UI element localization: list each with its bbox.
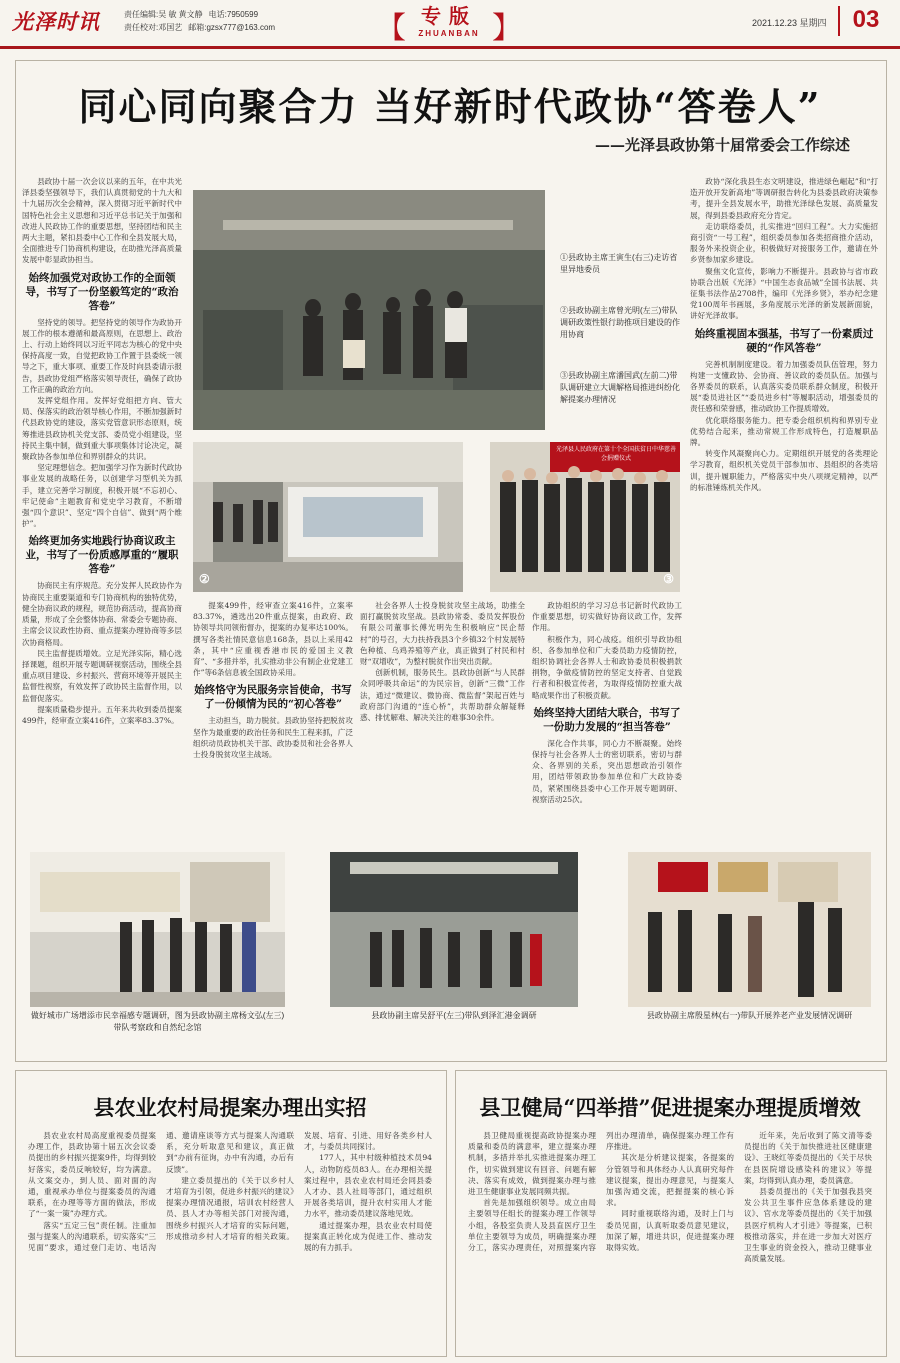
article-paragraph: 发挥党组作用。发挥好党组把方向、管大局、保落实的政治领导核心作用，不断加强新时代县政协党的建设，落实党管意识形态原则，统筹推进县政协机关党支部、委员党小组建设，坚持民主集中制，做到重大事项集体讨论决定，凝聚政协各参加单位和界别群众的共识。 (22, 396, 182, 462)
masthead (0, 0, 900, 49)
photo-b3-image (628, 852, 871, 1007)
article-paragraph: 提案质量稳步提升。五年来共收到委员提案499件，经审查立案416件，立案率83.37%。 (22, 704, 182, 725)
article-paragraph: 主动担当，助力脱贫。县政协坚持把脱贫攻坚作为最重要的政治任务和民生工程来抓，广泛组织动员政协机关干部、政协委员和社会各界人士投身脱贫攻坚主战场。 (193, 716, 353, 760)
section-heading: 始终加强党对政协工作的全面领导，书写了一份坚毅笃定的“政治答卷” (25, 271, 179, 312)
article-column-2 (193, 600, 353, 836)
photo-b2 (330, 852, 578, 1007)
article-paragraph: 转变作风凝聚向心力。定期组织开展党的各类理论学习教育，组织机关党员干部参加市、县组织的各类培训，提升履职能力，严格落实中央八项规定精神，以严的标准锤炼机关作风。 (690, 449, 878, 492)
article-subhead: ——光泽县政协第十届常委会工作综述 (594, 136, 850, 154)
caption-b1: 做好城市广场增添市民幸福感专题调研，图为县政协副主席杨文弘(左三)带队考察政和自然纪念馆 (30, 1011, 285, 1032)
article-paragraph: 提案499件，经审查立案416件，立案率83.37%，遴选出20件重点提案，由政府、政协领导共同领衔督办，提案的办复率达100%。撰写各类社情民意信息168条，县以上采用42条，其中“应重视香港市民的爱国主义教育”、“多措并举，扎实推动非公有制企业党建工作”等6条信息被全国政协采用。 (193, 601, 353, 678)
article-paragraph: 完善机制制度建设。着力加强委员队伍管理，努力构建一支懂政协、会协商、善议政的委员队伍。加强与各界委员的联系，认真落实委员联系群众制度，积极开展“委员进社区”“委员进乡村”等履职活动，增强委员的责任感和荣誉感，推动政协工作提质增效。 (690, 359, 878, 414)
section-en: ZHUANBAN (418, 29, 480, 38)
proof-line: 责任校对:邓国艺 (124, 23, 183, 32)
issue-date: 2021.12.23 星期四 (752, 18, 827, 28)
photo-3-image (490, 442, 680, 592)
article-paragraph: 政协“深化我县生态文明建设，推进绿色崛起”和“打造开放开发新高地”等调研报告转化为县委县政府决策参考，提升全县发展水平，助推光泽绿色发展、高质量发展，得到县委县政府充分肯定。 (690, 177, 878, 220)
photo-1 (193, 190, 545, 430)
box-paragraph: 177人，其中村级种植技术员94人，动物防疫员83人。在办理相关提案过程中，县农业农村局还会同县委人才办、县人社局等部门，通过组织开展各类培训，提升农村实用人才能力水平，推动委员建议落地见效。 (304, 1153, 432, 1219)
article-paragraph: 政协组织的学习习总书记新时代政协工作重要思想，切实做好协商议政工作，发挥作用。 (532, 601, 682, 633)
page-number: 03 (838, 6, 892, 36)
photo-b1 (30, 852, 285, 1007)
article-paragraph: 民主监督提质增效。立足光泽实际，精心选择课题，组织开展专题调研视察活动，围绕全县重点项目建设、乡村振兴、营商环境等开展民主监督性视察，有效发挥了政协民主监督作用，以监督促落实。 (22, 648, 182, 703)
box-paragraph: 县农业农村局高度重视委员提案办理工作，县政协第十届五次会议委员提出的乡村振兴提案9件，均得到较好落实，委员反响较好，均为满意。从文案交办，到人员、面对面的沟通，重视承办单位与提案委员的沟通联系，在办理等等方面的做法，形成了“一案一策”办理方式。 (28, 1131, 156, 1219)
article-headline: 同心同向聚合力 当好新时代政协“答卷人” (78, 84, 822, 129)
article-paragraph: 聚焦文化宣传，影响力不断提升。县政协与省市政协联合出版《光泽》“中国生态食品城”全国书法展、共征集书法作品2708件，编印《光泽乡贤》，举办纪念建党100周年书画展，多角度展示光泽的新发展新面貌，讲好光泽故事。 (690, 266, 878, 321)
caption-2: ②县政协副主席曾光明(左三)带队调研政策性银行助推项目建设的作用协商 (560, 306, 680, 339)
article-paragraph: 创新机制，服务民生。县政协创新“与人民群众同呼吸共命运”的为民宗旨，创新“三微”工作法，通过“微建议、微协商、微监督”架起百姓与政府部门沟通的“连心桥”，共帮助群众解疑释惑、排忧解难、解决关注的难事30余件。 (360, 668, 525, 723)
photo-2-image (193, 442, 463, 592)
caption-3: ③县政协副主席潘国武(左前二)带队调研建立大调解格局推进纠纷化解提案办理情况 (560, 371, 680, 404)
box-paragraph: 建立委员提出的《关于以乡村人才培育为引领，促进乡村振兴的建议》提案办理情况通报，培训农村经营人员、县人才办等相关部门对接沟通，围绕乡村振兴人才培育的实际问题，形成推动乡村人才培育的相关政策。发展、培育、引进、用好各类乡村人才，与委员共同探讨。 (166, 1131, 432, 1241)
photo-2 (193, 442, 463, 592)
phone-line: 电话:7950599 (208, 10, 259, 19)
article-column-4 (532, 600, 682, 836)
box-paragraph: 县委员提出的《关于加强我县突发公共卫生事件应急体系建设的建议》、官水龙等委员提出的《关于加强县医疗机构人才引进》等提案，已积极推动落实，并在进一步加大对医疗卫生事业的资金投入，推动卫健事业高质量发展。 (744, 1187, 872, 1264)
photo-b3 (628, 852, 871, 1007)
section-heading: 始终重视固本强基，书写了一份素质过硬的“作风答卷” (694, 327, 874, 354)
section-label (364, 3, 534, 46)
caption-1: ①县政协主席王寅生(右三)走访省里异地委员 (560, 253, 678, 274)
box-health-body (468, 1130, 872, 1348)
box-paragraph: 同时重视联络沟通，及时上门与委员见面，认真听取委员意见建议，加深了解，增进共识，促进提案办理取得实效。 (606, 1209, 734, 1253)
paper-logo: 光泽时讯 (12, 9, 100, 34)
section-heading: 始终坚持大团结大联合，书写了一份助力发展的“担当答卷” (533, 706, 681, 733)
box-health-title: 县卫健局“四举措”促进提案办理提质增效 (479, 1095, 861, 1120)
box-agri-title: 县农业农村局提案办理出实招 (93, 1095, 367, 1120)
caption-b2: 县政协副主席吴舒平(左三)带队到泽汇港金调研 (371, 1011, 537, 1020)
email-line: 邮箱:gzsx777@163.com (188, 23, 276, 32)
section-heading: 始终更加务实地践行协商议政主业，书写了一份质感厚重的“履职答卷” (25, 535, 179, 576)
photo-1-image (193, 190, 545, 430)
article-column-1 (22, 176, 182, 836)
box-paragraph: 县卫健局重视提高政协提案办理质量和委员的满意率，建立提案办理机制，多措并举扎实推进提案办理工作，切实做到建议有回音、问题有解决、落实有成效，做到提案办理与推进卫生健康事业发展同频共振。 (468, 1131, 596, 1197)
article-paragraph: 优化联络服务能力。把专委会组织机构和界别专业优势结合起来，推动常规工作形成特色，打造履职品牌。 (690, 415, 878, 448)
article-paragraph: 协商民主有序规范。充分发挥人民政协作为协商民主重要渠道和专门协商机构的独特优势，健全协商议政的规程，规范协商活动，提高协商质量，形成了全会整体协商、常委会专题协商、主席会议议政性协商、重点提案办理协商等多层次协商格局。 (22, 581, 182, 647)
box-paragraph: 近年来，先后收到了陈文清等委员提出的《关于加快推进社区健康建设》、王晓红等委员提出的《关于尽快在县医院增设感染科的建议》等提案，均得到认真办理，委员满意。 (744, 1131, 872, 1185)
bracket-left-icon: 【 (376, 11, 406, 46)
box-paragraph: 其次是分析建议提案，各提案的分管领导和具体经办人认真研究每件建议提案，提出办理意见，与提案人加强沟通交流，把握提案的核心诉求。 (606, 1153, 734, 1208)
article-paragraph: 积极作为，同心战疫。组织引导政协组织、各参加单位和广大委员助力疫情防控，组织协调社会各界人士和政协委员积极捐款捐物，争做疫情防控的坚定支持者、自觉践行者和积极宣传者，为取得疫情防控重大战略成果作出了积极贡献。 (532, 634, 682, 700)
bracket-right-icon: 】 (492, 11, 522, 46)
article-paragraph: 社会各界人士投身脱贫攻坚主战场，助推全面打赢脱贫攻坚战。县政协常委、委员发挥股份有限公司董事长傅光明先生积极响应“民企帮村”的号召，大力扶持我县3个乡镇32个村发展特色种植、乌鸡养殖等产业，真正做到了村民和村财“双增收”，为整村脱贫作出突出贡献。 (360, 601, 525, 667)
photo-b2-image (330, 852, 578, 1007)
box-paragraph: 首先是加强组织领导。成立由局主要领导任组长的提案办理工作领导小组，各股室负责人及县直医疗卫生单位主要领导为成员，明确提案办理分工，落实办理责任，对照提案内容列出办理清单，确保提案办理工作有序推进。 (468, 1131, 734, 1253)
article-paragraph: 深化合作共事，同心力不断凝聚。始终保持与社会各界人士的密切联系，密切与群众、各界别的关系，突出思想政治引领作用，团结带领政协参加单位和广大政协委员，紧紧围绕县委中心工作开展专题调研、视察活动25次。 (532, 738, 682, 804)
photo-3-banner-text: 光泽县人民政府在第十个全国扶贫日中华慈善会捐赠仪式 (555, 447, 676, 462)
article-paragraph: 县政协十届一次会议以来的五年，在中共光泽县委坚强领导下，我们认真贯彻党的十九大和十九届历次全会精神，深入贯彻习近平新时代中国特色社会主义思想和习近平总书记关于加强和改进人民政协工作的重要思想，坚持团结和民主两大主题，紧扣县委中心工作和全县发展大局，全面推进专门协商机构建设，在助推光泽高质量发展中彰显政协担当。 (22, 177, 182, 265)
article-column-5 (690, 176, 878, 836)
section-cn: 专版 (421, 4, 477, 28)
article-paragraph: 坚定理想信念。把加强学习作为新时代政协事业发展的战略任务，以创建学习型机关为抓手，建立完善学习制度，积极开展“不忘初心、牢记使命”主题教育和党史学习教育，不断增强“四个意识”、坚定“四个自信”、做到“两个维护”。 (22, 463, 182, 529)
editor-line: 责任编辑:吴 敏 黄文静 (124, 10, 203, 19)
photo-2-mark: ② (199, 572, 210, 586)
article-paragraph: 坚持党的领导。把坚持党的领导作为政协开展工作的根本遵循和最高原则，在思想上、政治上、行动上始终同以习近平同志为核心的党中央保持高度一致，自觉把政协工作置于县委统一领导之下，重大事项、重要工作及时向县委请示报告，县政协党组严格落实领导责任，确保了政协工作正确的政治方向。 (22, 317, 182, 394)
photo-3-mark: ③ (663, 572, 674, 586)
photo-3 (490, 442, 680, 592)
article-column-3 (360, 600, 525, 836)
box-paragraph: 通过提案办理，县农业农村局使提案真正转化成为促进工作、推动发展的有力抓手。 (304, 1220, 432, 1253)
editor-info (124, 8, 281, 34)
article-paragraph: 走访联络委员，扎实推进“回归工程”。大力实施招商引资“一号工程”，组织委员参加各类招商推介活动，服务外来投资企业，积极做好对接服务工作，邀请在外乡贤参加家乡建设。 (690, 221, 878, 265)
caption-b3: 县政协副主席殷星林(右一)带队开展养老产业发展情况调研 (646, 1011, 853, 1020)
photo-b1-image (30, 852, 285, 1007)
section-heading: 始终恪守为民服务宗旨使命，书写了一份倾情为民的“初心答卷” (194, 684, 352, 711)
box-paragraph: 落实“五定三包”责任制。注重加强与提案人的沟通联系，切实落实“三见面”要求，通过登门走访、电话沟通、邀请座谈等方式与提案人沟通联系，充分听取意见和建议，真正做到“办前有征询，办中有沟通，办后有反馈”。 (28, 1131, 294, 1253)
box-agri-body (28, 1130, 432, 1348)
